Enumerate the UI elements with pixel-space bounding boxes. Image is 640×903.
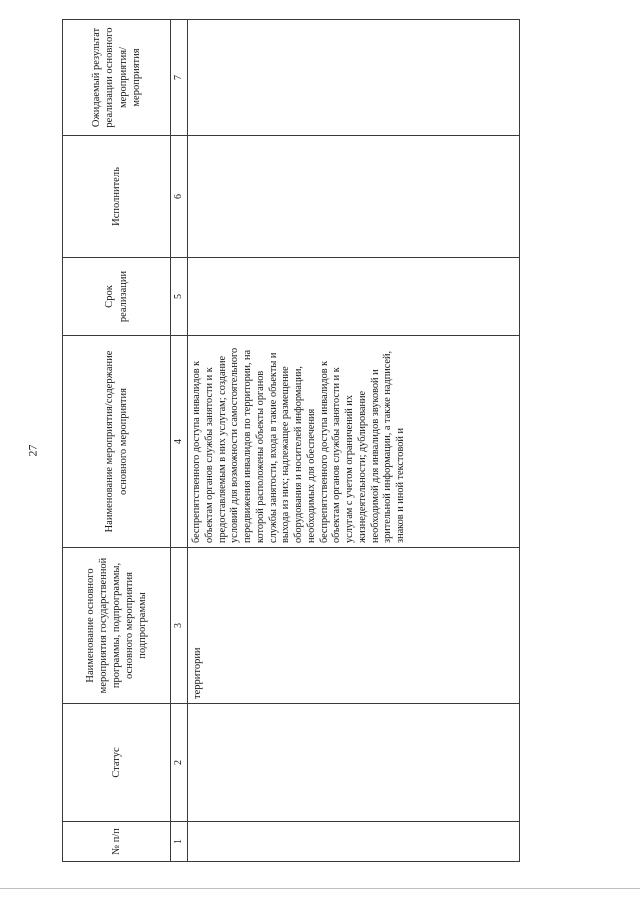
table-row xyxy=(188,20,520,862)
header-expected-result: Ожидаемый результат реализации основного мероприятия/мероприятия xyxy=(63,20,171,136)
cell-number xyxy=(188,822,520,862)
cell-activity-content: беспрепятственного доступа инвалидов к объектам органов службы занятости и к предоставляемым в них услугам; создание условий для возможности самостоятельного передвижения инвалидов по территории, на которой расположены объекты органов службы занятости, входа в такие объекты и выхода из них; надлежащее размещение оборудования и носителей информации, необходимых для обеспечения беспрепятственного доступа инвалидов к объектам органов службы занятости и к услугам с учетом ограничений их жизнедеятельности; дублирование необходимой для инвалидов звуковой и зрительной информации, а также надписей, знаков и иной текстовой и xyxy=(188,336,520,548)
header-deadline: Срок реализации xyxy=(63,258,171,336)
header-status: Статус xyxy=(63,704,171,822)
page-number: 27 xyxy=(25,444,40,456)
cell-status xyxy=(188,704,520,822)
header-number: № п/п xyxy=(63,822,171,862)
cell-deadline xyxy=(188,258,520,336)
table-header-row xyxy=(63,20,171,862)
cell-executor xyxy=(188,136,520,258)
cell-main-activity: территории xyxy=(188,548,520,704)
column-number: 7 xyxy=(171,20,188,136)
header-activity-content: Наименование мероприятия/содержание основного мероприятия xyxy=(63,336,171,548)
cell-expected-result xyxy=(188,20,520,136)
column-number: 5 xyxy=(171,258,188,336)
program-activities-table xyxy=(62,19,520,862)
rotated-page-content xyxy=(62,20,520,862)
column-number: 1 xyxy=(171,822,188,862)
header-executor: Исполнитель xyxy=(63,136,171,258)
column-number: 6 xyxy=(171,136,188,258)
column-number: 2 xyxy=(171,704,188,822)
column-number: 3 xyxy=(171,548,188,704)
header-main-activity-name: Наименование основного мероприятия государственной программы, подпрограммы, основного мероприятия подпрограммы xyxy=(63,548,171,704)
page-bottom-rule xyxy=(0,888,640,889)
column-number: 4 xyxy=(171,336,188,548)
column-number-row xyxy=(171,20,188,862)
